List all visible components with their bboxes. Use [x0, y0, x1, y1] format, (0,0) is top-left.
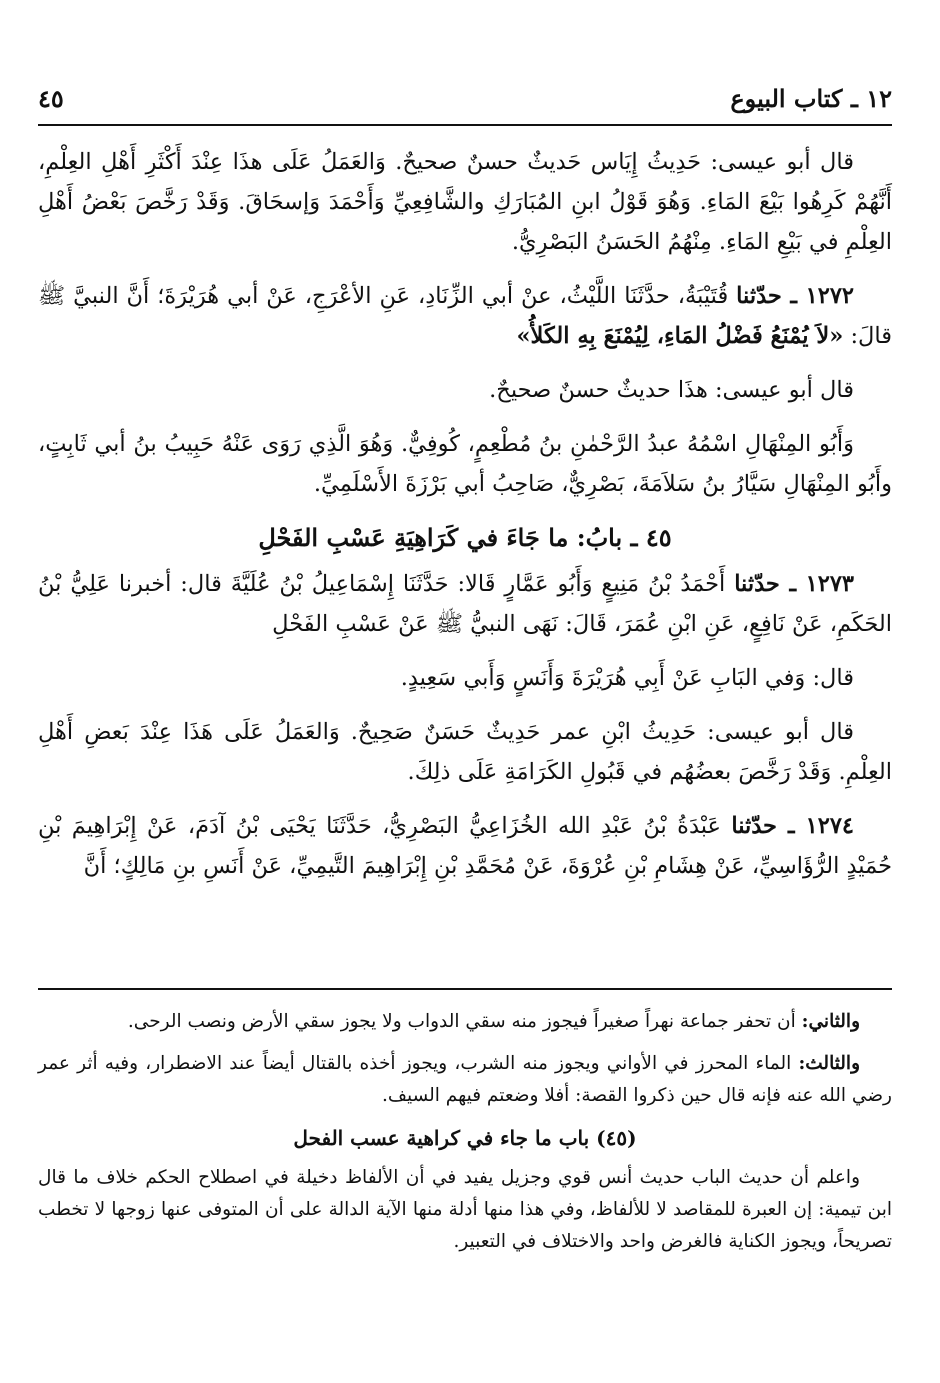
footnote-divider	[38, 988, 892, 990]
hadith-text: أَحْمَدُ بْنُ مَنِيعٍ وَأَبُو عَمَّارٍ قَالا: حَدَّثَنَا إِسْمَاعِيلُ بْنُ عُلَيَّةَ قال: أخبرنا عَلِيُّ بْنُ الحَكَمِ، عَنْ نَافِعٍ، عَنِ ابْنِ عُمَرَ، قَالَ: نَهَى النبيُّ ﷺ عَنْ عَسْبِ الفَحْلِ	[38, 571, 892, 637]
page-number: ٤٥	[38, 84, 64, 113]
hadith-number: ١٢٧٤ ـ حدّثنا	[731, 813, 854, 839]
book-page	[38, 0, 892, 1383]
paragraph-abu-isa-2: قال أبو عيسى: هذَا حديثٌ حسنٌ صحيحٌ.	[489, 377, 854, 403]
note-text: الماء المحرز في الأواني ويجوز منه الشرب، ويجوز أخذه بالقتال أيضاً عند الاضطرار، وفيه أثر عمر رضي الله عنه فإنه قال حين ذكروا القصة: أفلا وضعتم فيهم السيف.	[38, 1053, 892, 1106]
note-lead: والثاني:	[801, 1011, 860, 1032]
note-third	[38, 1048, 892, 1112]
note-commentary: واعلم أن حديث الباب حديث أنس قوي وجزيل يفيد في أن الألفاظ دخيلة في اصطلاح الحكم خلاف ما قال ابن تيمية: إن العبرة للمقاصد لا للألفاظ، وفي هذا منها أدلة منها الآية الدالة على أن المتوفى عنها زوجها لا تخطب تصريحاً، ويجوز الكناية فالغرض واحد والاختلاف في التعبير.	[38, 1167, 892, 1252]
hadith-1272	[38, 276, 892, 356]
page-header	[38, 84, 892, 124]
hadith-isnad: قُتَيْبَةُ، حدَّثَنَا اللَّيْثُ، عنْ أبي الزِّنَادِ، عَنِ الأعْرَجِ، عَنْ أبي هُرَيْرَةَ؛ أَنَّ النبيَّ ﷺ قالَ:	[38, 283, 892, 349]
hadith-number: ١٢٧٣ ـ حدّثنا	[734, 571, 854, 597]
hadith-text: عَبْدَةُ بْنُ عَبْدِ الله الخُزَاعِيُّ البَصْرِيُّ، حَدَّثَنَا يَحْيَى بْنُ آدَمَ، عَنْ إِبْرَاهِيمَ بْنِ حُمَيْدٍ الرُّؤَاسِيِّ، عَنْ هِشَامِ بْنِ عُرْوَةَ، عَنْ مُحَمَّدِ بْنِ إِبْرَاهِيمَ التَّيمِيِّ، عَنْ أَنَسِ بنِ مَالِكٍ؛ أَنَّ	[38, 813, 892, 879]
note-lead: والثالث:	[798, 1053, 860, 1074]
main-text	[38, 142, 892, 900]
note-text: أن تحفر جماعة نهراً صغيراً فيجوز منه سقي الدواب ولا يجوز سقي الأرض ونصب الرحى.	[127, 1011, 802, 1032]
paragraph-abu-isa-1: قال أبو عيسى: حَدِيثُ إِيَاس حَديثٌ حسنٌ صحيحٌ. وَالعَمَلُ عَلَى هذَا عِنْدَ أَكْثَرِ أَهْلِ العِلْمِ، أَنَّهُمْ كَرِهُوا بَيْعَ المَاءِ. وَهُوَ قَوْلُ ابنِ المُبَارَكِ والشَّافِعِيِّ وَأَحْمَدَ وَإسحَاقَ. وَقَدْ رَخَّصَ بَعْضُ أَهْلِ العِلْمِ في بَيْعِ المَاءِ. مِنْهُمُ الحَسَنُ البَصْرِيُّ.	[38, 149, 892, 255]
section-heading: ٤٥ ـ بابُ: ما جَاءَ في كَرَاهِيَةِ عَسْبِ الفَحْلِ	[258, 523, 672, 552]
paragraph-abu-isa-3: قال أبو عيسى: حَدِيثُ ابْنِ عمر حَدِيثٌ حَسَنٌ صَحِيحٌ. وَالعَمَلُ عَلَى هَذَا عِنْدَ بَعضِ أَهْلِ العِلْمِ. وَقَدْ رَخَّصَ بعضُهُم في قَبُولِ الكَرَامَةِ عَلَى ذلِكَ.	[38, 719, 892, 785]
note-second	[38, 1006, 892, 1038]
paragraph-fil-bab: قال: وَفي البَابِ عَنْ أَبِي هُرَيْرَةَ وَأَنَسٍ وَأَبي سَعِيدٍ.	[400, 665, 854, 691]
hadith-1274	[38, 806, 892, 886]
hadith-number: ١٢٧٢ ـ حدّثنا	[736, 283, 854, 309]
commentary	[38, 1006, 892, 1268]
paragraph-abu-minhal: وَأَبُو المِنْهَالِ اسْمُهُ عبدُ الرَّحْمٰنِ بنُ مُطْعِمٍ، كُوفِيٌّ. وَهُوَ الَّذِي رَوَى عَنْهُ حَبِيبُ بنُ أبي ثَابِتٍ، وأَبُو المِنْهَالِ سَيَّارُ بنُ سَلاَمَةَ، بَصْرِيٌّ، صَاحِبُ أبي بَرْزَةَ الأَسْلَمِيِّ.	[38, 431, 892, 497]
header-divider	[38, 124, 892, 126]
hadith-matn: «لاَ يُمْنَعُ فَضْلُ المَاءِ، لِيُمْنَعَ بِهِ الكَلأُ»	[516, 323, 844, 349]
chapter-title: ١٢ ـ كتاب البيوع	[730, 84, 892, 113]
commentary-heading: (٤٥) باب ما جاء في كراهية عسب الفحل	[293, 1126, 637, 1150]
hadith-1273	[38, 564, 892, 644]
